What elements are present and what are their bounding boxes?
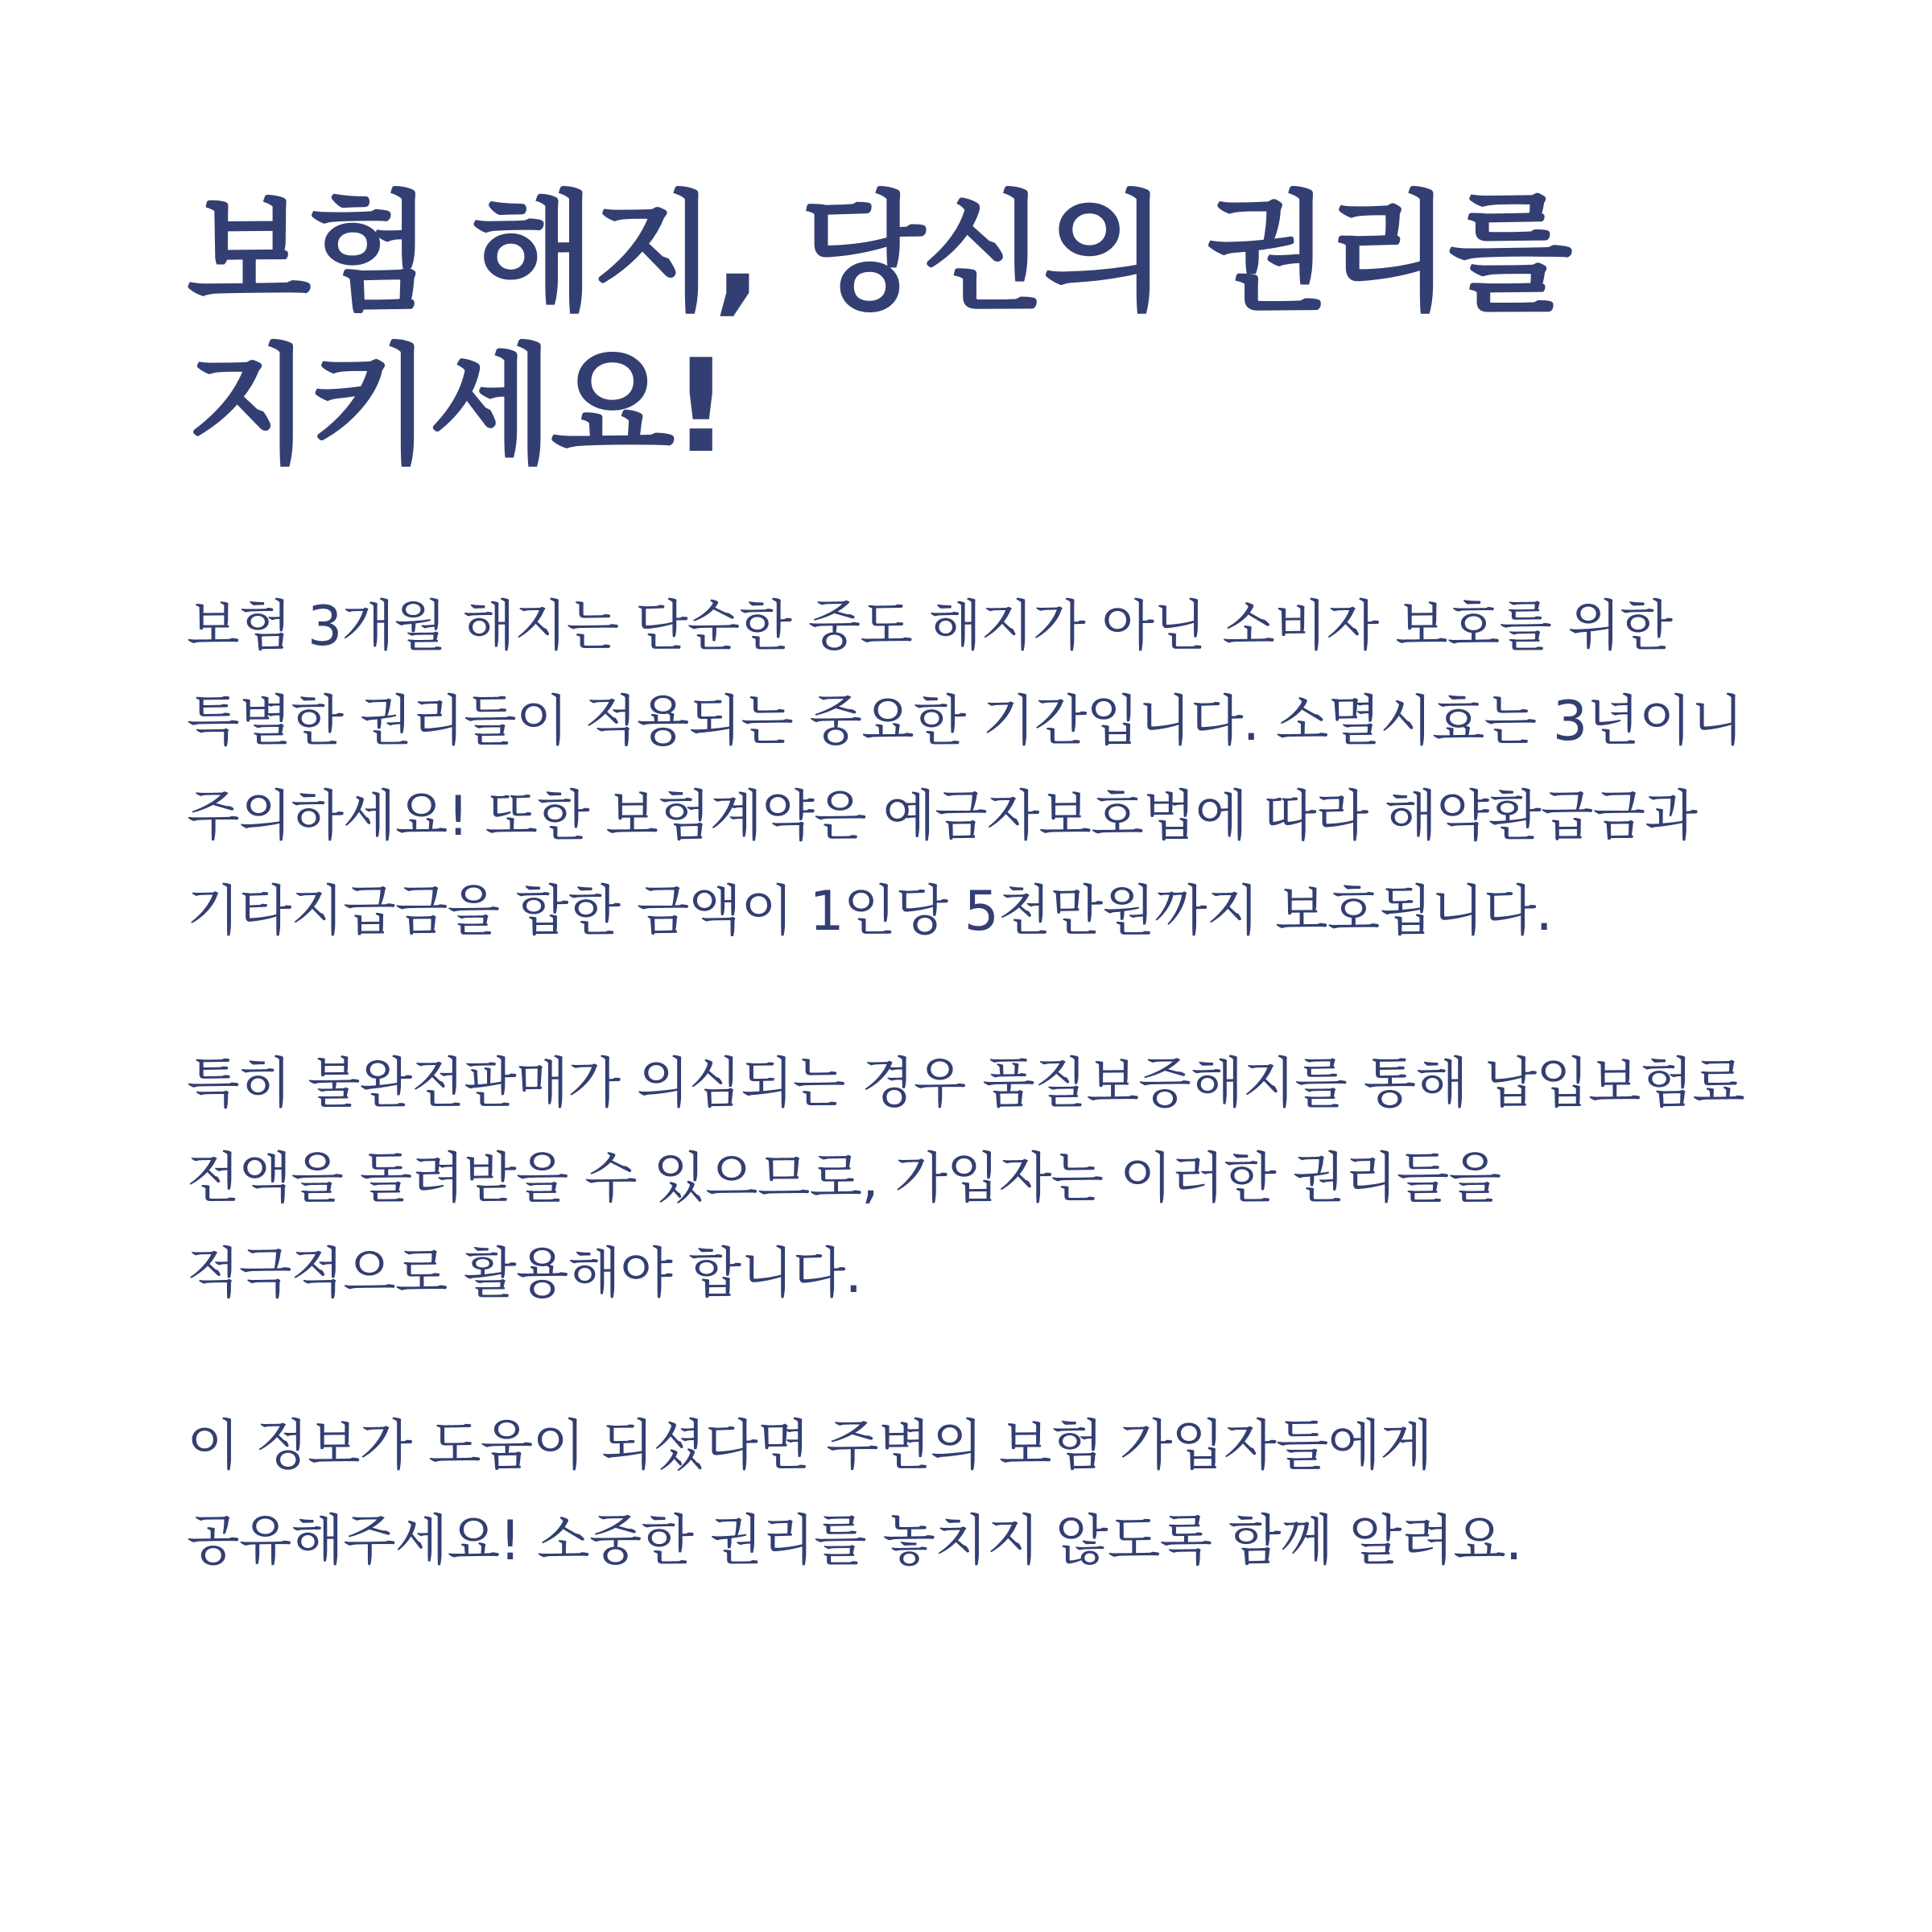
body-text (187, 580, 1765, 1589)
paragraph-insurance-rights: 보험 3개월 해지는 단순한 중도 해지가 아닌 소비자 보호를 위한 특별한 권리들이 적용되는 중요한 기간입니다. 소멸시효는 3년이니 주의하세요! 또한 보험계약은 예금자보호법에 따라 해약환급금과 기타지급금을 합한 금액이 1인당 5천만원까지 보호됩니다. (187, 595, 1744, 943)
paragraph-share-request: 이 정보가 도움이 되셨다면 주변의 보험 가입자들에게 공유해주세요! 소중한 권리를 놓치지 않도록 함께 알려요. (187, 1414, 1522, 1573)
page-title: 보험 해지, 당신의 권리를 지키세요! (187, 178, 1570, 481)
paragraph-quality-guarantee: 특히 불완전판매가 의심되는 경우 품질보증해지를 통해 납입보험료 전액을 돌려받을 수 있으므로, 가입자는 이러한 권리들을 적극적으로 활용해야 합니다. (187, 1052, 1744, 1306)
